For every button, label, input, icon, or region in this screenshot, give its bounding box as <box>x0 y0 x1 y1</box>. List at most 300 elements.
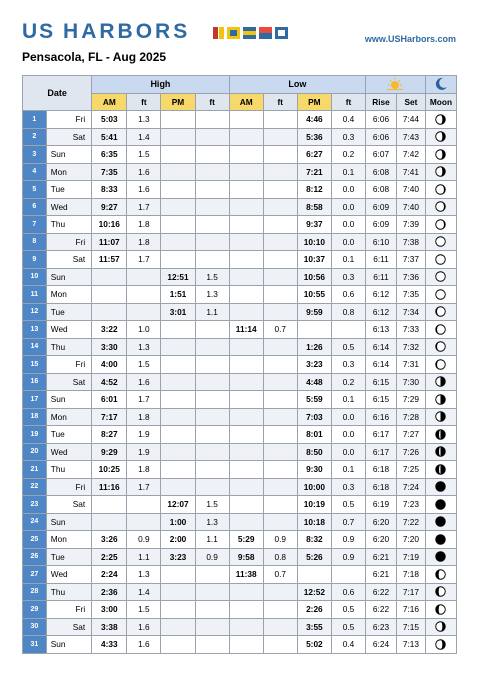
sunrise-time: 6:08 <box>366 163 397 181</box>
high-pm-ft <box>195 601 229 619</box>
sunset-time: 7:43 <box>397 128 426 146</box>
high-am-ft: 1.6 <box>127 163 161 181</box>
weekday: Sun <box>46 513 91 531</box>
waning-crescent-moon-icon <box>435 429 446 440</box>
high-am-time: 6:01 <box>92 391 127 409</box>
high-pm-time: 12:51 <box>161 268 195 286</box>
moon-phase-cell <box>425 601 456 619</box>
brand-logo <box>22 20 190 44</box>
low-am-ft <box>263 181 297 199</box>
sunrise-time: 6:12 <box>366 303 397 321</box>
high-pm-time: 1:00 <box>161 513 195 531</box>
low-am-ft <box>263 373 297 391</box>
low-pm-time <box>297 566 331 584</box>
sunrise-time: 6:20 <box>366 531 397 549</box>
moon-phase-cell <box>425 583 456 601</box>
weekday: Tue <box>46 181 91 199</box>
high-pm-ft: 1.3 <box>195 286 229 304</box>
moon-phase-cell <box>425 618 456 636</box>
sunrise-time: 6:18 <box>366 478 397 496</box>
table-row <box>23 496 457 514</box>
high-pm-ft <box>195 233 229 251</box>
day-number: 3 <box>23 146 47 164</box>
high-am-header: AM <box>92 93 127 111</box>
sunrise-time: 6:10 <box>366 233 397 251</box>
sunrise-time: 6:17 <box>366 426 397 444</box>
sunrise-time: 6:09 <box>366 198 397 216</box>
sunset-time: 7:24 <box>397 478 426 496</box>
brand-harbors: HARBORS <box>63 20 191 43</box>
sunrise-time: 6:21 <box>366 566 397 584</box>
moon-phase-cell <box>425 391 456 409</box>
waxing-thin-moon-icon <box>435 569 446 580</box>
high-pm-time: 2:00 <box>161 531 195 549</box>
day-number: 31 <box>23 636 47 654</box>
low-am-ft: 0.7 <box>263 566 297 584</box>
low-am-ft <box>263 478 297 496</box>
low-pm-ft-header: ft <box>331 93 365 111</box>
day-number: 2 <box>23 128 47 146</box>
high-pm-ft: 1.5 <box>195 268 229 286</box>
day-number: 12 <box>23 303 47 321</box>
low-am-time <box>229 181 263 199</box>
high-am-time: 3:30 <box>92 338 127 356</box>
sunset-time: 7:38 <box>397 233 426 251</box>
low-am-time <box>229 146 263 164</box>
tide-table-body <box>23 111 457 654</box>
sun-header <box>366 76 426 94</box>
low-pm-time: 4:48 <box>297 373 331 391</box>
low-am-ft: 0.7 <box>263 321 297 339</box>
low-am-ft <box>263 303 297 321</box>
page-title: Pensacola, FL - Aug 2025 <box>22 50 167 64</box>
high-am-ft: 1.3 <box>127 566 161 584</box>
low-am-ft <box>263 198 297 216</box>
high-pm-ft <box>195 426 229 444</box>
moon-phase-cell <box>425 478 456 496</box>
high-pm-ft <box>195 373 229 391</box>
high-pm-time: 1:51 <box>161 286 195 304</box>
high-pm-time <box>161 618 195 636</box>
high-am-ft: 1.6 <box>127 373 161 391</box>
high-am-time: 6:35 <box>92 146 127 164</box>
weekday: Tue <box>46 426 91 444</box>
low-am-ft <box>263 513 297 531</box>
weekday: Wed <box>46 566 91 584</box>
table-row <box>23 391 457 409</box>
day-number: 13 <box>23 321 47 339</box>
table-row <box>23 548 457 566</box>
high-am-time: 8:33 <box>92 181 127 199</box>
day-number: 5 <box>23 181 47 199</box>
high-am-time: 11:07 <box>92 233 127 251</box>
high-am-time: 10:16 <box>92 216 127 234</box>
high-pm-ft <box>195 338 229 356</box>
low-am-ft <box>263 408 297 426</box>
low-am-time <box>229 391 263 409</box>
high-pm-time <box>161 356 195 374</box>
weekday: Fri <box>46 111 91 129</box>
sunset-time: 7:39 <box>397 216 426 234</box>
date-header: Date <box>23 76 92 111</box>
low-pm-ft: 0.0 <box>331 198 365 216</box>
high-am-ft: 1.8 <box>127 461 161 479</box>
low-pm-ft: 0.0 <box>331 408 365 426</box>
sunrise-time: 6:21 <box>366 548 397 566</box>
low-am-ft <box>263 391 297 409</box>
weekday: Thu <box>46 216 91 234</box>
sunset-time: 7:20 <box>397 531 426 549</box>
low-am-time <box>229 163 263 181</box>
table-row <box>23 478 457 496</box>
high-pm-header: PM <box>161 93 195 111</box>
high-am-ft: 1.7 <box>127 251 161 269</box>
sunrise-time: 6:17 <box>366 443 397 461</box>
low-pm-ft: 0.1 <box>331 461 365 479</box>
sunrise-time: 6:13 <box>366 321 397 339</box>
high-am-time: 2:24 <box>92 566 127 584</box>
weekday: Fri <box>46 478 91 496</box>
low-am-time <box>229 356 263 374</box>
low-am-time <box>229 233 263 251</box>
high-pm-time <box>161 583 195 601</box>
sunset-time: 7:18 <box>397 566 426 584</box>
low-am-time <box>229 601 263 619</box>
day-number: 26 <box>23 548 47 566</box>
high-pm-time <box>161 251 195 269</box>
high-pm-ft: 1.5 <box>195 496 229 514</box>
high-am-ft: 1.3 <box>127 338 161 356</box>
low-am-ft <box>263 233 297 251</box>
moon-phase-header: Moon <box>425 93 456 111</box>
low-pm-ft: 0.3 <box>331 128 365 146</box>
high-am-ft <box>127 496 161 514</box>
high-pm-ft <box>195 636 229 654</box>
last-quarter-moon-icon <box>435 394 446 405</box>
table-row <box>23 181 457 199</box>
low-am-time <box>229 251 263 269</box>
sunset-time: 7:44 <box>397 111 426 129</box>
waning-thin-moon-icon <box>435 324 446 335</box>
high-am-ft: 1.4 <box>127 128 161 146</box>
high-pm-ft <box>195 443 229 461</box>
waxing-thin-moon-icon <box>435 586 446 597</box>
site-url[interactable]: www.USHarbors.com <box>364 34 456 44</box>
low-am-time <box>229 198 263 216</box>
low-pm-ft: 0.8 <box>331 303 365 321</box>
sunset-time: 7:15 <box>397 618 426 636</box>
sunrise-time: 6:12 <box>366 286 397 304</box>
high-am-time: 7:17 <box>92 408 127 426</box>
low-am-ft <box>263 443 297 461</box>
high-pm-ft <box>195 461 229 479</box>
low-pm-ft: 0.0 <box>331 233 365 251</box>
high-header: High <box>92 76 229 94</box>
high-am-time: 4:33 <box>92 636 127 654</box>
table-row <box>23 111 457 129</box>
tide-table <box>22 75 457 654</box>
low-am-time <box>229 496 263 514</box>
high-am-time: 2:25 <box>92 548 127 566</box>
low-am-ft <box>263 216 297 234</box>
sunset-time: 7:22 <box>397 513 426 531</box>
new-moon-icon <box>435 481 446 492</box>
last-quarter-moon-icon <box>435 376 446 387</box>
full-moon-icon <box>435 254 446 265</box>
low-pm-time: 7:21 <box>297 163 331 181</box>
moon-phase-cell <box>425 531 456 549</box>
low-pm-ft: 0.4 <box>331 111 365 129</box>
low-pm-ft: 0.2 <box>331 373 365 391</box>
moon-phase-cell <box>425 128 456 146</box>
full-moon-icon <box>435 271 446 282</box>
high-am-ft: 1.8 <box>127 216 161 234</box>
day-number: 29 <box>23 601 47 619</box>
low-pm-ft: 0.3 <box>331 356 365 374</box>
table-row <box>23 321 457 339</box>
high-pm-time <box>161 373 195 391</box>
low-pm-time: 4:46 <box>297 111 331 129</box>
high-am-time: 7:35 <box>92 163 127 181</box>
high-am-time: 3:26 <box>92 531 127 549</box>
high-am-ft: 1.7 <box>127 391 161 409</box>
moon-phase-cell <box>425 198 456 216</box>
table-row <box>23 566 457 584</box>
low-am-time <box>229 513 263 531</box>
waxing-crescent-moon-icon <box>435 114 446 125</box>
moon-header <box>425 76 456 94</box>
moon-phase-cell <box>425 338 456 356</box>
moon-phase-cell <box>425 408 456 426</box>
weekday: Mon <box>46 408 91 426</box>
weekday: Sun <box>46 636 91 654</box>
crescent-thin-moon-icon <box>435 201 446 212</box>
high-pm-ft <box>195 583 229 601</box>
high-pm-ft <box>195 391 229 409</box>
high-pm-time <box>161 443 195 461</box>
day-number: 6 <box>23 198 47 216</box>
low-am-time: 9:58 <box>229 548 263 566</box>
day-number: 17 <box>23 391 47 409</box>
moon-phase-cell <box>425 496 456 514</box>
high-pm-ft <box>195 216 229 234</box>
low-pm-time: 6:27 <box>297 146 331 164</box>
moon-phase-cell <box>425 233 456 251</box>
low-pm-time: 9:59 <box>297 303 331 321</box>
high-pm-ft <box>195 163 229 181</box>
weekday: Wed <box>46 321 91 339</box>
moon-phase-cell <box>425 181 456 199</box>
high-am-time <box>92 496 127 514</box>
high-pm-ft: 0.9 <box>195 548 229 566</box>
high-pm-ft <box>195 111 229 129</box>
page-header <box>22 20 462 62</box>
high-am-ft <box>127 513 161 531</box>
full-moon-icon <box>435 236 446 247</box>
high-pm-time <box>161 163 195 181</box>
low-am-ft <box>263 636 297 654</box>
low-am-time <box>229 111 263 129</box>
table-row <box>23 531 457 549</box>
sunset-time: 7:33 <box>397 321 426 339</box>
high-am-time: 5:03 <box>92 111 127 129</box>
table-row <box>23 443 457 461</box>
high-am-time: 3:22 <box>92 321 127 339</box>
low-am-time <box>229 461 263 479</box>
low-am-ft <box>263 163 297 181</box>
high-pm-time <box>161 636 195 654</box>
high-pm-time <box>161 461 195 479</box>
low-pm-ft: 0.6 <box>331 286 365 304</box>
low-pm-time: 8:01 <box>297 426 331 444</box>
low-pm-time: 8:50 <box>297 443 331 461</box>
moon-phase-cell <box>425 566 456 584</box>
low-am-ft <box>263 618 297 636</box>
weekday: Sat <box>46 373 91 391</box>
low-pm-ft: 0.5 <box>331 338 365 356</box>
high-am-time <box>92 268 127 286</box>
high-am-time: 2:36 <box>92 583 127 601</box>
table-row <box>23 338 457 356</box>
waning-thin-moon-icon <box>435 359 446 370</box>
table-row <box>23 303 457 321</box>
weekday: Tue <box>46 548 91 566</box>
low-pm-time: 10:19 <box>297 496 331 514</box>
full-moon-icon <box>435 289 446 300</box>
high-pm-ft <box>195 321 229 339</box>
low-am-time: 5:29 <box>229 531 263 549</box>
low-pm-ft: 0.3 <box>331 478 365 496</box>
low-pm-ft: 0.0 <box>331 216 365 234</box>
sunset-time: 7:41 <box>397 163 426 181</box>
high-am-ft: 1.8 <box>127 408 161 426</box>
high-pm-ft <box>195 478 229 496</box>
high-pm-time <box>161 198 195 216</box>
sunrise-time: 6:07 <box>366 146 397 164</box>
new-moon-icon <box>435 551 446 562</box>
low-pm-ft: 0.7 <box>331 513 365 531</box>
sunset-time: 7:23 <box>397 496 426 514</box>
low-pm-time: 9:30 <box>297 461 331 479</box>
sunrise-time: 6:15 <box>366 391 397 409</box>
sun-icon <box>386 77 404 91</box>
waning-crescent-moon-icon <box>435 446 446 457</box>
low-am-ft: 0.9 <box>263 531 297 549</box>
low-pm-time: 8:58 <box>297 198 331 216</box>
waxing-thin-moon-icon <box>435 604 446 615</box>
moon-phase-cell <box>425 303 456 321</box>
sunset-time: 7:37 <box>397 251 426 269</box>
low-am-ft <box>263 146 297 164</box>
sunset-time: 7:35 <box>397 286 426 304</box>
sunrise-time: 6:20 <box>366 513 397 531</box>
low-pm-time: 10:00 <box>297 478 331 496</box>
high-pm-time <box>161 478 195 496</box>
low-pm-ft: 0.9 <box>331 531 365 549</box>
high-am-ft: 1.7 <box>127 478 161 496</box>
high-am-ft: 1.5 <box>127 601 161 619</box>
weekday: Tue <box>46 303 91 321</box>
moon-phase-cell <box>425 443 456 461</box>
day-number: 1 <box>23 111 47 129</box>
moon-phase-cell <box>425 461 456 479</box>
day-number: 22 <box>23 478 47 496</box>
high-am-ft: 1.5 <box>127 356 161 374</box>
low-pm-time: 10:10 <box>297 233 331 251</box>
low-am-ft <box>263 251 297 269</box>
high-pm-time <box>161 146 195 164</box>
table-row <box>23 198 457 216</box>
low-am-time <box>229 338 263 356</box>
high-am-ft: 1.5 <box>127 146 161 164</box>
high-pm-ft: 1.3 <box>195 513 229 531</box>
low-pm-ft: 0.1 <box>331 163 365 181</box>
weekday: Thu <box>46 461 91 479</box>
low-pm-ft: 0.9 <box>331 548 365 566</box>
high-pm-ft: 1.1 <box>195 303 229 321</box>
waxing-crescent-moon-icon <box>435 131 446 142</box>
low-am-time <box>229 216 263 234</box>
low-pm-time: 10:55 <box>297 286 331 304</box>
weekday: Wed <box>46 198 91 216</box>
waxing-crescent-moon-icon <box>435 621 446 632</box>
sunrise-time: 6:16 <box>366 408 397 426</box>
waning-crescent-moon-icon <box>435 464 446 475</box>
table-row <box>23 373 457 391</box>
table-row <box>23 146 457 164</box>
high-am-time <box>92 286 127 304</box>
sunset-time: 7:30 <box>397 373 426 391</box>
low-am-time <box>229 128 263 146</box>
low-header: Low <box>229 76 365 94</box>
sunset-time: 7:13 <box>397 636 426 654</box>
high-pm-ft: 1.1 <box>195 531 229 549</box>
high-am-ft: 1.9 <box>127 443 161 461</box>
high-pm-time: 3:01 <box>161 303 195 321</box>
high-am-ft: 1.4 <box>127 583 161 601</box>
day-number: 14 <box>23 338 47 356</box>
sunset-time: 7:31 <box>397 356 426 374</box>
day-number: 4 <box>23 163 47 181</box>
table-row <box>23 513 457 531</box>
sunset-time: 7:17 <box>397 583 426 601</box>
high-pm-time <box>161 338 195 356</box>
table-row <box>23 636 457 654</box>
moon-phase-cell <box>425 513 456 531</box>
day-number: 23 <box>23 496 47 514</box>
low-am-time <box>229 636 263 654</box>
last-quarter-moon-icon <box>435 411 446 422</box>
sunrise-time: 6:11 <box>366 268 397 286</box>
low-pm-time: 2:26 <box>297 601 331 619</box>
low-pm-ft: 0.6 <box>331 583 365 601</box>
sunset-time: 7:36 <box>397 268 426 286</box>
weekday: Sun <box>46 146 91 164</box>
moon-phase-cell <box>425 321 456 339</box>
sunset-time: 7:42 <box>397 146 426 164</box>
day-number: 9 <box>23 251 47 269</box>
day-number: 11 <box>23 286 47 304</box>
moon-phase-cell <box>425 286 456 304</box>
sunset-time: 7:27 <box>397 426 426 444</box>
day-number: 10 <box>23 268 47 286</box>
high-am-ft: 1.7 <box>127 198 161 216</box>
day-number: 21 <box>23 461 47 479</box>
low-am-time <box>229 373 263 391</box>
high-am-ft: 1.6 <box>127 636 161 654</box>
table-row <box>23 216 457 234</box>
crescent-moon-icon <box>434 77 448 91</box>
